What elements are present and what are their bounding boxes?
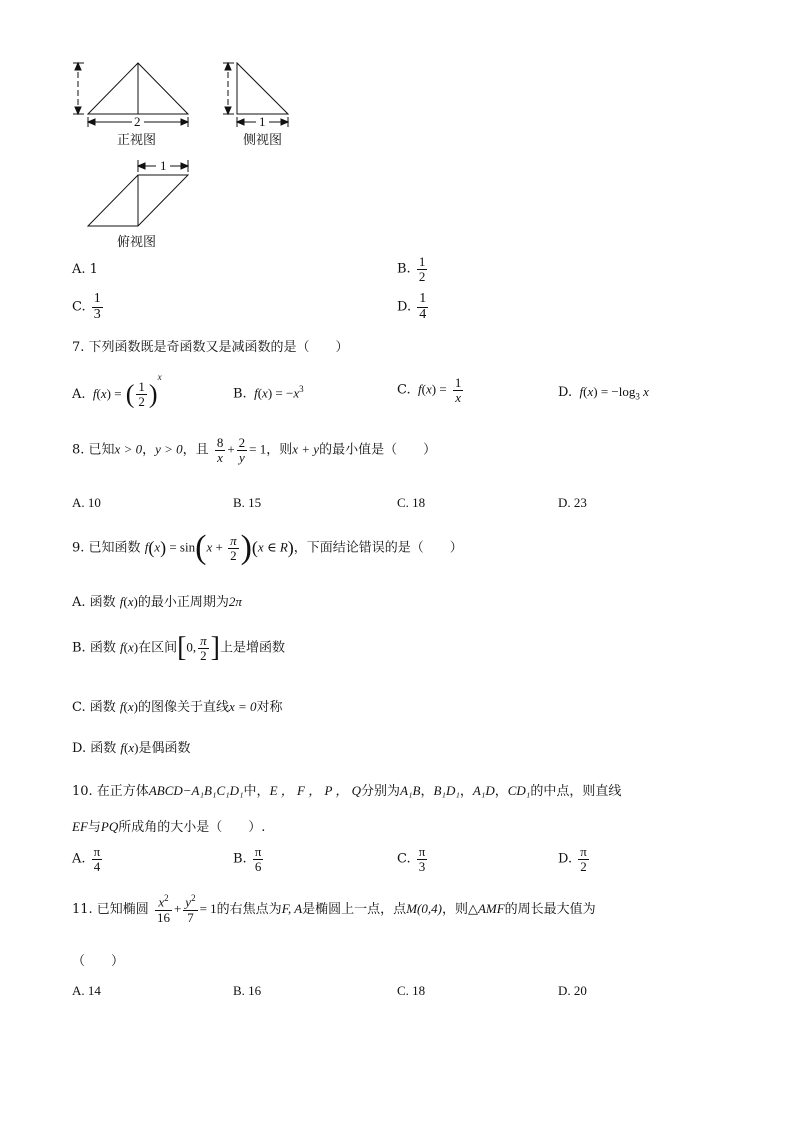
- q9-option-c[interactable]: C. 函数 f(x)的图像关于直线x = 0对称: [72, 699, 283, 715]
- q11-paren: （ ）: [72, 954, 125, 969]
- q11-option-c[interactable]: C. 18: [397, 983, 426, 998]
- q11-option-a[interactable]: A. 14: [72, 983, 101, 998]
- q7-option-c[interactable]: C. f(x) = $\frac{1}{x}$: [397, 375, 462, 405]
- q11-stem: 11. 已知椭圆 $\frac{x^2}{16}$ + $\frac{y^2}{7}$ = 1的右焦点为F, A是椭圆上一点，点M(0,4)，则△AMF的周长最大值为: [72, 893, 596, 925]
- q8-option-c[interactable]: C. 18: [397, 495, 426, 510]
- q7-option-d[interactable]: D. $f(x) = -\log_3$ x: [558, 384, 649, 402]
- q9-option-b[interactable]: B. 函数 f(x)在区间[0, $\frac{\pi}{2}$ ]上是增函数: [72, 632, 286, 663]
- side-view-label: 侧视图: [243, 133, 283, 148]
- q6-option-d[interactable]: D. $\frac{1}{4}$: [397, 291, 427, 322]
- q7-option-a[interactable]: A. f(x) = ( $\frac{1}{2}$ )$^x$: [72, 372, 162, 409]
- side-width-label: 1: [259, 114, 266, 129]
- three-view-figure: [60, 55, 320, 250]
- q7-option-b[interactable]: B. $f(x) = -x^3$: [233, 384, 304, 402]
- q6-option-a[interactable]: A. 1: [72, 262, 98, 277]
- q10-stem-line2: EF与PQ所成角的大小是（ ）.: [72, 819, 266, 835]
- q9-option-d[interactable]: D. 函数 f(x)是偶函数: [72, 740, 191, 756]
- q8-stem: 8. 已知x > 0，y > 0，且 $\frac{8}{x}$ + $\frac{2}{y}$ = 1，则x + y的最小值是（ ）: [72, 435, 437, 465]
- q8-option-d[interactable]: D. 23: [558, 495, 587, 510]
- q10-stem-line1: 10. 在正方体ABCD−A₁B₁C₁D₁中，E ， F ， P ， Q分别为A₁B，B₁D₁，A₁D，CD₁的中点，则直线: [72, 783, 622, 799]
- q9-option-a[interactable]: A. 函数 f(x)的最小正周期为2π: [72, 594, 242, 610]
- side-view: [223, 63, 288, 127]
- q10-option-d[interactable]: D. $\frac{\pi}{2}$: [558, 844, 587, 874]
- front-view-label: 正视图: [117, 133, 157, 148]
- top-view-label: 俯视图: [117, 235, 157, 250]
- q7-stem: 7. 下列函数既是奇函数又是减函数的是（ ）: [72, 340, 349, 355]
- q11-option-b[interactable]: B. 16: [233, 983, 262, 998]
- front-view: [73, 63, 188, 127]
- q8-option-a[interactable]: A. 10: [72, 495, 101, 510]
- q10-option-c[interactable]: C. $\frac{\pi}{3}$: [397, 844, 426, 874]
- front-width-label: 2: [134, 114, 141, 129]
- top-view: [88, 160, 188, 226]
- q9-stem: 9. 已知函数 f(x) = sin(x + $\frac{\pi}{2}$ )(x ∈ R)，下面结论错误的是（ ）: [72, 529, 463, 566]
- q10-option-a[interactable]: A. $\frac{\pi}{4}$: [72, 844, 101, 874]
- q8-option-b[interactable]: B. 15: [233, 495, 262, 510]
- q6-option-c[interactable]: C. $\frac{1}{3}$: [72, 291, 101, 322]
- q11-option-d[interactable]: D. 20: [558, 983, 587, 998]
- q6-option-b[interactable]: B. $\frac{1}{2}$: [397, 254, 426, 284]
- q10-option-b[interactable]: B. $\frac{\pi}{6}$: [233, 844, 262, 874]
- top-width-label: 1: [160, 158, 167, 173]
